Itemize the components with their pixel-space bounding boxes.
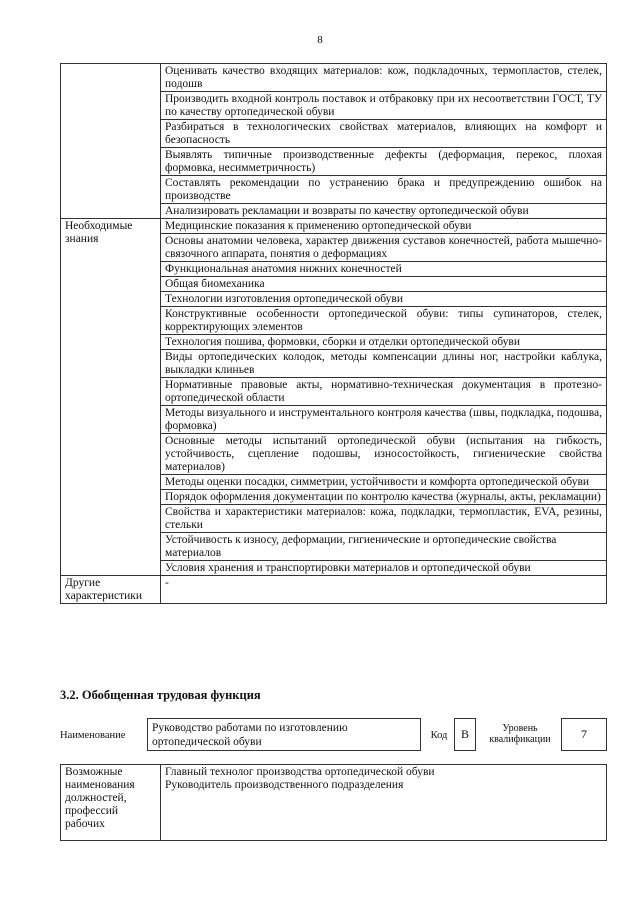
other-value: - <box>161 576 607 604</box>
table-row <box>61 64 607 92</box>
knowledge-item: Методы оценки посадки, симметрии, устойчивости и комфорта ортопедической обуви <box>161 475 607 490</box>
positions-values <box>161 765 607 841</box>
skill-item: Производить входной контроль поставок и отбраковку при их несоответствии ГОСТ, ТУ по качеству ортопедической обуви <box>161 92 607 120</box>
positions-label-line: рабочих <box>65 818 105 830</box>
level-label-line-1: Уровень <box>502 723 538 734</box>
knowledge-item: Нормативные правовые акты, нормативно-техническая документация в протезно-ортопедической области <box>161 378 607 406</box>
table-row <box>61 219 607 234</box>
knowledge-item: Методы визуального и инструментального контроля качества (швы, подкладка, подошва, формовка) <box>161 406 607 434</box>
skill-item: Оценивать качество входящих материалов: кож, подкладочных, термопластов, стелек, подошв <box>161 64 607 92</box>
knowledge-item: Общая биомеханика <box>161 277 607 292</box>
section-title: 3.2. Обобщенная трудовая функция <box>60 688 261 702</box>
position-item: Руководитель производственного подразделения <box>165 779 404 791</box>
empty-label-cell <box>61 64 161 219</box>
level-value: 7 <box>561 718 607 751</box>
code-label: Код <box>430 730 448 741</box>
other-label: Другие характеристики <box>61 576 161 604</box>
knowledge-item: Виды ортопедических колодок, методы компенсации длины ног, настройки каблука, выкладки клиньев <box>161 350 607 378</box>
knowledge-item: Функциональная анатомия нижних конечностей <box>161 262 607 277</box>
knowledge-item: Конструктивные особенности ортопедической обуви: типы супинаторов, стелек, корректирующих элементов <box>161 307 607 335</box>
knowledge-item: Условия хранения и транспортировки материалов и ортопедической обуви <box>161 561 607 576</box>
knowledge-item: Технологии изготовления ортопедической обуви <box>161 292 607 307</box>
positions-label-line: должностей, <box>65 792 127 804</box>
code-value: B <box>454 718 476 751</box>
positions-label-line: профессий <box>65 805 119 817</box>
skill-item: Выявлять типичные производственные дефекты (деформация, перекос, плохая формовка, несимметричность) <box>161 148 607 176</box>
knowledge-item: Основы анатомии человека, характер движения суставов конечностей, работа мышечно-связочного аппарата, понятия о деформациях <box>161 234 607 262</box>
knowledge-item: Основные методы испытаний ортопедической обуви (испытания на гибкость, устойчивость, сцепление подошвы, износостойкость, гигиенические свойства материалов) <box>161 434 607 475</box>
knowledge-item: Технология пошива, формовки, сборки и отделки ортопедической обуви <box>161 335 607 350</box>
positions-table <box>60 764 607 841</box>
skill-item: Составлять рекомендации по устранению брака и предупреждению ошибок на производстве <box>161 176 607 204</box>
level-label <box>482 723 558 745</box>
name-label: Наименование <box>60 730 126 741</box>
knowledge-label: Необходимые знания <box>61 219 161 576</box>
knowledge-item: Порядок оформления документации по контролю качества (журналы, акты, рекламации) <box>161 490 607 505</box>
positions-label-line: наименования <box>65 779 135 791</box>
position-item: Главный технолог производства ортопедической обуви <box>165 766 435 778</box>
skill-item: Анализировать рекламации и возвраты по качеству ортопедической обуви <box>161 204 607 219</box>
page-number: 8 <box>317 34 323 46</box>
knowledge-item: Устойчивость к износу, деформации, гигиенические и ортопедические свойства материалов <box>161 533 607 561</box>
positions-label <box>61 765 161 841</box>
level-label-line-2: квалификации <box>489 734 551 745</box>
skill-item: Разбираться в технологических свойствах материалов, влияющих на комфорт и безопасность <box>161 120 607 148</box>
positions-label-line: Возможные <box>65 766 123 778</box>
knowledge-item: Свойства и характеристики материалов: кожа, подкладки, термопластик, EVA, резины, стельки <box>161 505 607 533</box>
function-name-field: Руководство работами по изготовлению ортопедической обуви <box>147 718 421 751</box>
knowledge-item: Медицинские показания к применению ортопедической обуви <box>161 219 607 234</box>
requirements-table <box>60 63 607 604</box>
table-row <box>61 576 607 604</box>
